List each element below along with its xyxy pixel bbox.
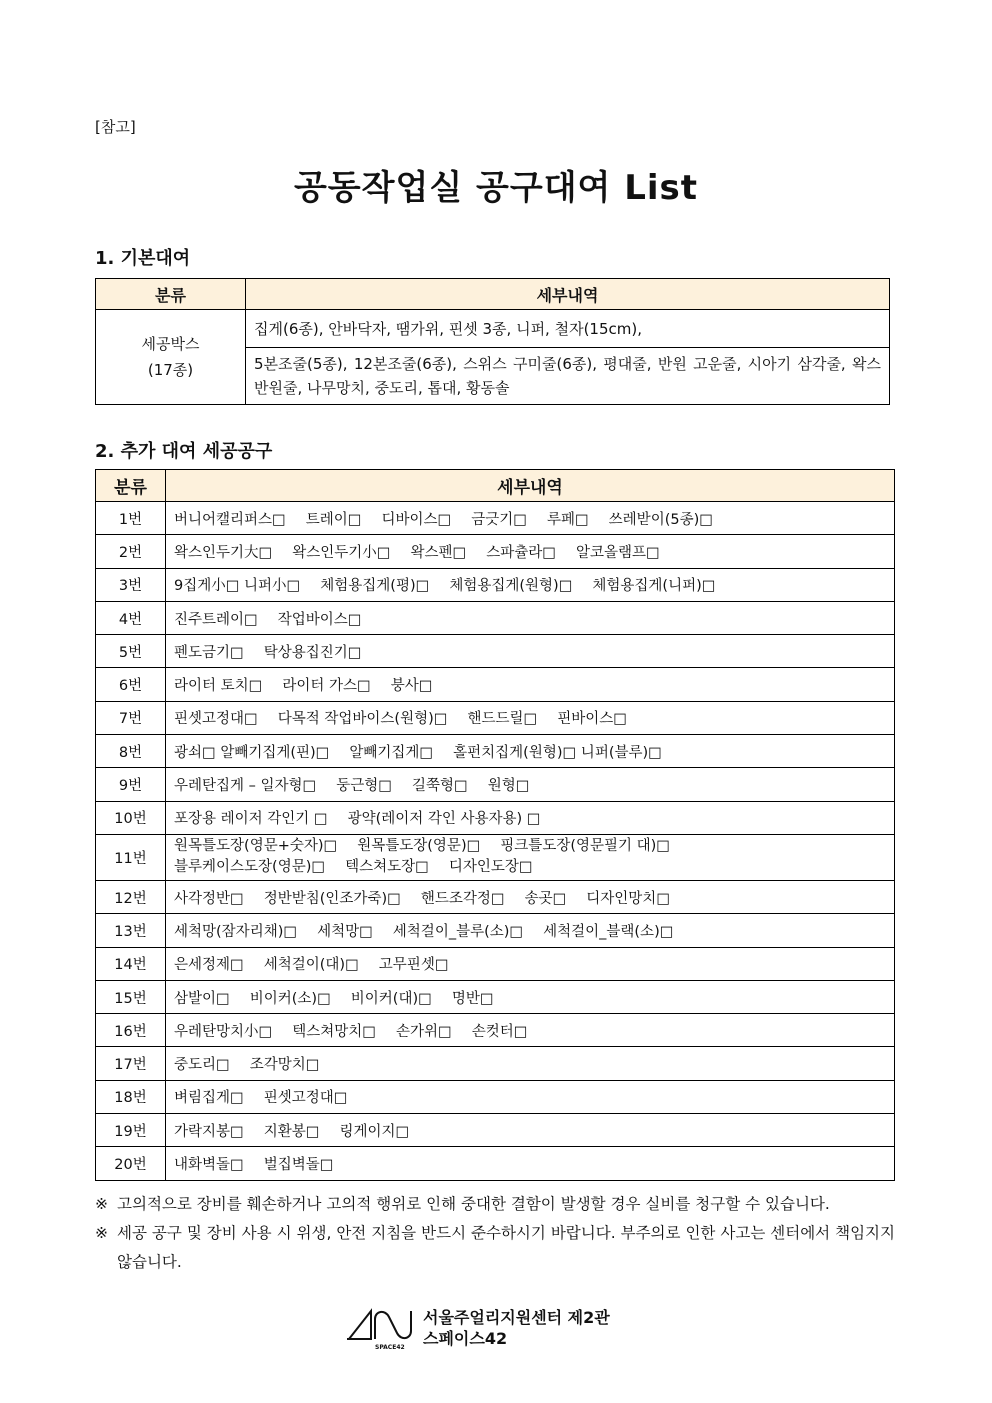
table-row xyxy=(96,947,895,980)
tool-item: 핀셋고정대□ xyxy=(174,711,258,728)
table-row xyxy=(96,1147,895,1180)
tool-item: 붕사□ xyxy=(390,678,433,695)
header-category: 분류 xyxy=(96,470,166,502)
tool-item: 우레탄망치小□ xyxy=(174,1023,273,1040)
tool-item: 정반받침(인조가죽)□ xyxy=(263,890,401,907)
row-items xyxy=(166,1147,895,1180)
note-mark: ※ xyxy=(95,1195,108,1213)
row-number: 15번 xyxy=(96,980,166,1013)
tool-item: 디자인망치□ xyxy=(586,890,671,907)
tool-item: 우레탄집게 – 일자형□ xyxy=(174,778,317,795)
section-basic-title: 1. 기본대여 xyxy=(95,248,191,269)
tool-item: 루페□ xyxy=(546,511,589,528)
tool-item: 고무핀셋□ xyxy=(378,957,449,974)
header-category: 분류 xyxy=(96,279,246,310)
row-items xyxy=(166,1047,895,1080)
tool-item: 디자인도장□ xyxy=(448,859,533,876)
row-number: 3번 xyxy=(96,568,166,601)
tool-item: 체험용집게(니퍼)□ xyxy=(592,578,716,595)
tool-item: 왁스펜□ xyxy=(410,544,467,561)
tool-item: 다목적 작업바이스(원형)□ xyxy=(277,711,448,728)
items-line xyxy=(174,836,886,857)
tool-item: 텍스쳐도장□ xyxy=(345,859,429,876)
table-row xyxy=(96,834,895,880)
tool-item: 링게이지□ xyxy=(339,1123,410,1140)
row-number: 17번 xyxy=(96,1047,166,1080)
tool-item: 광약(레이저 각인 사용자용) □ xyxy=(347,811,541,828)
row-items xyxy=(166,1080,895,1113)
row-number: 18번 xyxy=(96,1080,166,1113)
row-number: 11번 xyxy=(96,834,166,880)
tool-item: 조각망치□ xyxy=(249,1057,320,1074)
tool-item: 체험용집게(원형)□ xyxy=(449,578,573,595)
tool-item: 세척걸이_블랙(소)□ xyxy=(543,923,674,940)
row-number: 14번 xyxy=(96,947,166,980)
table-row xyxy=(96,768,895,801)
category-name: 세공박스 xyxy=(141,335,200,353)
tool-item: 손가위□ xyxy=(396,1023,452,1040)
row-items xyxy=(166,601,895,634)
table-row xyxy=(96,801,895,834)
row-number: 1번 xyxy=(96,502,166,535)
org-name: 서울주얼리지원센터 제2관 xyxy=(423,1308,610,1327)
row-number: 6번 xyxy=(96,668,166,701)
note-item xyxy=(95,1190,895,1219)
row-number: 20번 xyxy=(96,1147,166,1180)
footer xyxy=(345,1305,610,1351)
row-items xyxy=(166,502,895,535)
table-row xyxy=(96,601,895,634)
tool-item: 버니어캘리퍼스□ xyxy=(174,511,286,528)
tool-item: 중도리□ xyxy=(174,1057,230,1074)
row-number: 12번 xyxy=(96,880,166,913)
tool-item: 핀셋고정대□ xyxy=(263,1090,348,1107)
notes xyxy=(95,1190,895,1277)
org-subname: 스페이스42 xyxy=(423,1329,508,1348)
note-text: 세공 공구 및 장비 사용 시 위생, 안전 지침을 반드시 준수하시기 바랍니다. 부주의로 인한 사고는 센터에서 책임지지 않습니다. xyxy=(117,1224,895,1271)
tool-item: 명반□ xyxy=(451,990,494,1007)
tool-item: 알빼기집게□ xyxy=(349,744,434,761)
tool-item: 라이터 가스□ xyxy=(282,678,371,695)
row-items xyxy=(166,834,895,880)
tool-item: 포장용 레이저 각인기 □ xyxy=(174,811,328,828)
tool-item: 탁상용집진기□ xyxy=(263,644,362,661)
row-number: 9번 xyxy=(96,768,166,801)
table-row xyxy=(96,735,895,768)
table-row xyxy=(96,701,895,734)
table-row xyxy=(96,914,895,947)
row-items xyxy=(166,1114,895,1147)
tool-item: 둥근형□ xyxy=(336,778,392,795)
basic-rental-table xyxy=(95,278,890,405)
tool-item: 길쭉형□ xyxy=(411,778,468,795)
table-row xyxy=(96,1080,895,1113)
row-items xyxy=(166,980,895,1013)
header-details: 세부내역 xyxy=(166,470,895,502)
note-text: 고의적으로 장비를 훼손하거나 고의적 행위로 인해 중대한 결함이 발생할 경우 실비를 청구할 수 있습니다. xyxy=(117,1195,830,1213)
table-row xyxy=(96,310,890,348)
tool-item: 원목틀도장(영문)□ xyxy=(357,838,481,855)
section-extra-title: 2. 추가 대여 세공공구 xyxy=(95,441,273,462)
table-row xyxy=(96,535,895,568)
tool-item: 삼발이□ xyxy=(174,990,230,1007)
tool-item: 지환봉□ xyxy=(263,1123,320,1140)
tool-item: 송곳□ xyxy=(524,890,567,907)
table-row xyxy=(96,980,895,1013)
row-items xyxy=(166,1014,895,1047)
document-title: 공동작업실 공구대여 List xyxy=(293,168,699,208)
row-items xyxy=(166,635,895,668)
table-header-row xyxy=(96,470,895,502)
row-number: 19번 xyxy=(96,1114,166,1147)
tool-item: 텍스쳐망치□ xyxy=(292,1023,376,1040)
row-number: 2번 xyxy=(96,535,166,568)
tool-item: 벌집벽돌□ xyxy=(263,1156,334,1173)
tool-item: 원목틀도장(영문+숫자)□ xyxy=(174,838,338,855)
tool-item: 은세정제□ xyxy=(174,957,244,974)
tool-item: 세척망□ xyxy=(317,923,373,940)
category-cell xyxy=(96,310,246,405)
row-number: 7번 xyxy=(96,701,166,734)
table-row xyxy=(96,1047,895,1080)
table-row xyxy=(96,635,895,668)
tool-item: 라이터 토치□ xyxy=(174,678,263,695)
tool-item: 핀바이스□ xyxy=(557,711,627,728)
table-row xyxy=(96,502,895,535)
row-number: 5번 xyxy=(96,635,166,668)
row-items xyxy=(166,801,895,834)
tool-item: 사각정반□ xyxy=(174,890,244,907)
tool-item: 디바이스□ xyxy=(381,511,452,528)
tool-item: 가락지봉□ xyxy=(174,1123,244,1140)
tool-item: 블루케이스도장(영문)□ xyxy=(174,859,326,876)
header-details: 세부내역 xyxy=(246,279,890,310)
tool-item: 내화벽돌□ xyxy=(174,1156,244,1173)
table-row xyxy=(96,1014,895,1047)
row-number: 16번 xyxy=(96,1014,166,1047)
tool-item: 비이커(소)□ xyxy=(249,990,331,1007)
footer-text xyxy=(423,1307,610,1349)
row-items xyxy=(166,668,895,701)
detail-cell-1: 집게(6종), 안바닥자, 땜가위, 핀셋 3종, 니퍼, 철자(15cm), xyxy=(246,310,890,348)
tool-item: 비이커(대)□ xyxy=(350,990,432,1007)
category-count: (17종) xyxy=(147,361,194,379)
row-items xyxy=(166,768,895,801)
tool-item: 왁스인두기小□ xyxy=(292,544,391,561)
tool-item: 쓰레받이(5종)□ xyxy=(608,511,713,528)
tool-item: 세척망(잠자리채)□ xyxy=(174,923,298,940)
tool-item: 펜도금기□ xyxy=(174,644,244,661)
detail-cell-2: 5본조줄(5종), 12본조줄(6종), 스위스 구미줄(6종), 평대줄, 반원 고운줄, 시아기 삼각줄, 왁스반원줄, 나무망치, 중도리, 톱대, 황동솔 xyxy=(246,348,890,405)
tool-item: 세척걸이_블루(소)□ xyxy=(392,923,524,940)
tool-item: 알코올램프□ xyxy=(575,544,660,561)
row-number: 10번 xyxy=(96,801,166,834)
row-number: 4번 xyxy=(96,601,166,634)
row-items xyxy=(166,701,895,734)
tool-item: 세척걸이(대)□ xyxy=(263,957,359,974)
row-items xyxy=(166,880,895,913)
items-line xyxy=(174,857,886,878)
table-row xyxy=(96,568,895,601)
row-items xyxy=(166,568,895,601)
table-row xyxy=(96,880,895,913)
row-items xyxy=(166,535,895,568)
row-items xyxy=(166,914,895,947)
tool-item: 홀펀치집게(원형)□ 니퍼(블루)□ xyxy=(453,744,662,761)
extra-rental-table xyxy=(95,469,895,1181)
row-items xyxy=(166,947,895,980)
tool-item: 핸드조각정□ xyxy=(420,890,505,907)
tool-item: 손컷터□ xyxy=(471,1023,528,1040)
tool-item: 핸드드릴□ xyxy=(467,711,538,728)
tool-item: 왁스인두기大□ xyxy=(174,544,273,561)
space42-logo-icon xyxy=(345,1305,415,1351)
note-item xyxy=(95,1219,895,1277)
reference-label: [참고] xyxy=(95,118,136,136)
row-number: 13번 xyxy=(96,914,166,947)
tool-item: 광쇠□ 알빼기집게(핀)□ xyxy=(174,744,330,761)
tool-item: 핑크틀도장(영문필기 대)□ xyxy=(500,838,670,855)
tool-item: 진주트레이□ xyxy=(174,611,258,628)
row-number: 8번 xyxy=(96,735,166,768)
tool-item: 벼림집게□ xyxy=(174,1090,244,1107)
row-items xyxy=(166,735,895,768)
tool-item: 스파츌라□ xyxy=(486,544,556,561)
table-row xyxy=(96,668,895,701)
tool-item: 9집게小□ 니퍼小□ xyxy=(174,578,301,595)
tool-item: 체험용집게(평)□ xyxy=(320,578,430,595)
tool-item: 트레이□ xyxy=(305,511,362,528)
logo-text: SPACE42 xyxy=(375,1344,405,1351)
table-row xyxy=(96,1114,895,1147)
note-mark: ※ xyxy=(95,1224,108,1242)
tool-item: 금긋기□ xyxy=(471,511,527,528)
table-header-row xyxy=(96,279,890,310)
tool-item: 작업바이스□ xyxy=(277,611,362,628)
tool-item: 원형□ xyxy=(487,778,530,795)
